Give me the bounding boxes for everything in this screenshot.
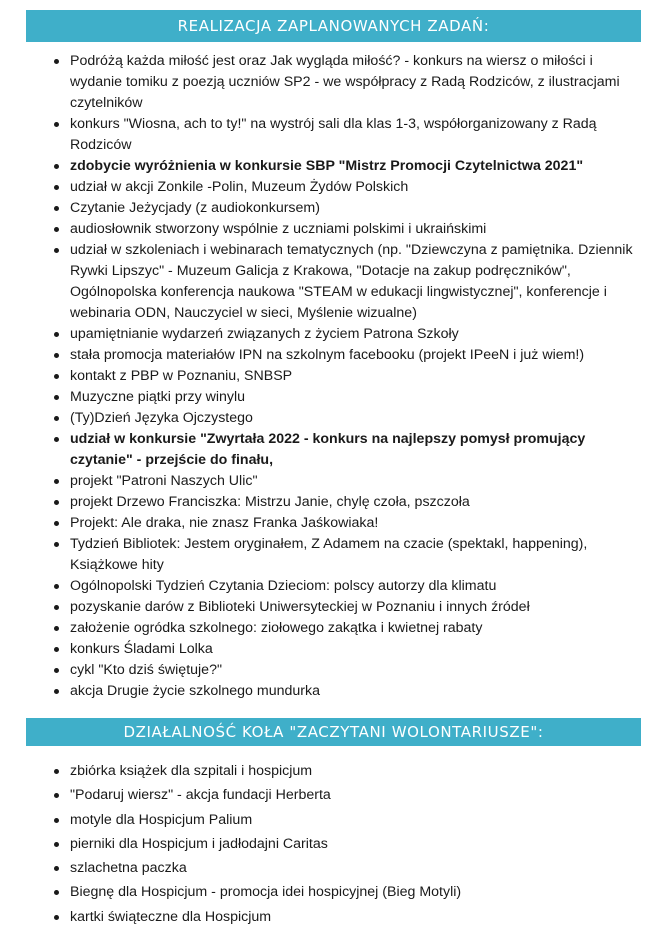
list-item: (Ty)Dzień Języka Ojczystego	[50, 408, 640, 429]
section-title: DZIAŁALNOŚĆ KOŁA "ZACZYTANI WOLONTARIUSZE":	[123, 723, 544, 741]
list-item: zbiórka książek dla szpitali i hospicjum	[50, 759, 640, 783]
list-item: zdobycie wyróżnienia w konkursie SBP "Mistrz Promocji Czytelnictwa 2021"	[50, 156, 640, 177]
list-item: Czytanie Jeżycjady (z audiokonkursem)	[50, 198, 640, 219]
section-title: REALIZACJA ZAPLANOWANYCH ZADAŃ:	[177, 17, 490, 35]
list-item: stała promocja materiałów IPN na szkolnym facebooku (projekt IPeeN i już wiem!)	[50, 345, 640, 366]
tasks-list	[50, 51, 640, 702]
list-item: upamiętnianie wydarzeń związanych z życiem Patrona Szkoły	[50, 324, 640, 345]
list-item: motyle dla Hospicjum Palium	[50, 808, 640, 832]
list-item: kartki świąteczne dla Hospicjum	[50, 905, 640, 929]
list-item: Muzyczne piątki przy winylu	[50, 387, 640, 408]
list-item: pierniki dla Hospicjum i jadłodajni Caritas	[50, 832, 640, 856]
list-item: szlachetna paczka	[50, 856, 640, 880]
volunteer-list	[50, 759, 640, 929]
list-item: udział w konkursie "Zwyrtała 2022 - konkurs na najlepszy pomysł promujący czytanie" - przejście do finału,	[50, 429, 640, 471]
section-header-realizacja	[26, 10, 641, 42]
list-item: projekt "Patroni Naszych Ulic"	[50, 471, 640, 492]
list-item: Tydzień Bibliotek: Jestem oryginałem, Z Adamem na czacie (spektakl, happening), Książkowe hity	[50, 534, 640, 576]
list-item: cykl "Kto dziś świętuje?"	[50, 660, 640, 681]
list-item: pozyskanie darów z Biblioteki Uniwersyteckiej w Poznaniu i innych źródeł	[50, 597, 640, 618]
list-item: "Podaruj wiersz" - akcja fundacji Herberta	[50, 783, 640, 807]
list-item: założenie ogródka szkolnego: ziołowego zakątka i kwietnej rabaty	[50, 618, 640, 639]
list-item: udział w akcji Zonkile -Polin, Muzeum Żydów Polskich	[50, 177, 640, 198]
list-item: Biegnę dla Hospicjum - promocja idei hospicyjnej (Bieg Motyli)	[50, 880, 640, 904]
list-item: audiosłownik stworzony wspólnie z uczniami polskimi i ukraińskimi	[50, 219, 640, 240]
list-item: akcja Drugie życie szkolnego mundurka	[50, 681, 640, 702]
list-item: projekt Drzewo Franciszka: Mistrzu Janie, chylę czoła, pszczoła	[50, 492, 640, 513]
list-item: udział w szkoleniach i webinarach tematycznych (np. "Dziewczyna z pamiętnika. Dziennik Rywki Lipszyc" - Muzeum Galicja z Krakowa, "Dotacje na zakup podręczników", Ogólnopolska konferencja naukowa "STEAM w edukacji lingwistycznej", konferencje i webinaria ODN, Nauczyciel w sieci, Myślenie wizualne)	[50, 240, 640, 324]
list-item: konkurs Śladami Lolka	[50, 639, 640, 660]
list-item: kontakt z PBP w Poznaniu, SNBSP	[50, 366, 640, 387]
list-item: Projekt: Ale draka, nie znasz Franka Jaśkowiaka!	[50, 513, 640, 534]
list-item: Ogólnopolski Tydzień Czytania Dzieciom: polscy autorzy dla klimatu	[50, 576, 640, 597]
section-header-wolontariusze	[26, 718, 641, 746]
list-item: konkurs "Wiosna, ach to ty!" na wystrój sali dla klas 1-3, współorganizowany z Radą Rodziców	[50, 114, 640, 156]
list-item: Podróżą każda miłość jest oraz Jak wygląda miłość? - konkurs na wiersz o miłości i wydanie tomiku z poezją uczniów SP2 - we współpracy z Radą Rodziców, z ilustracjami czytelników	[50, 51, 640, 114]
